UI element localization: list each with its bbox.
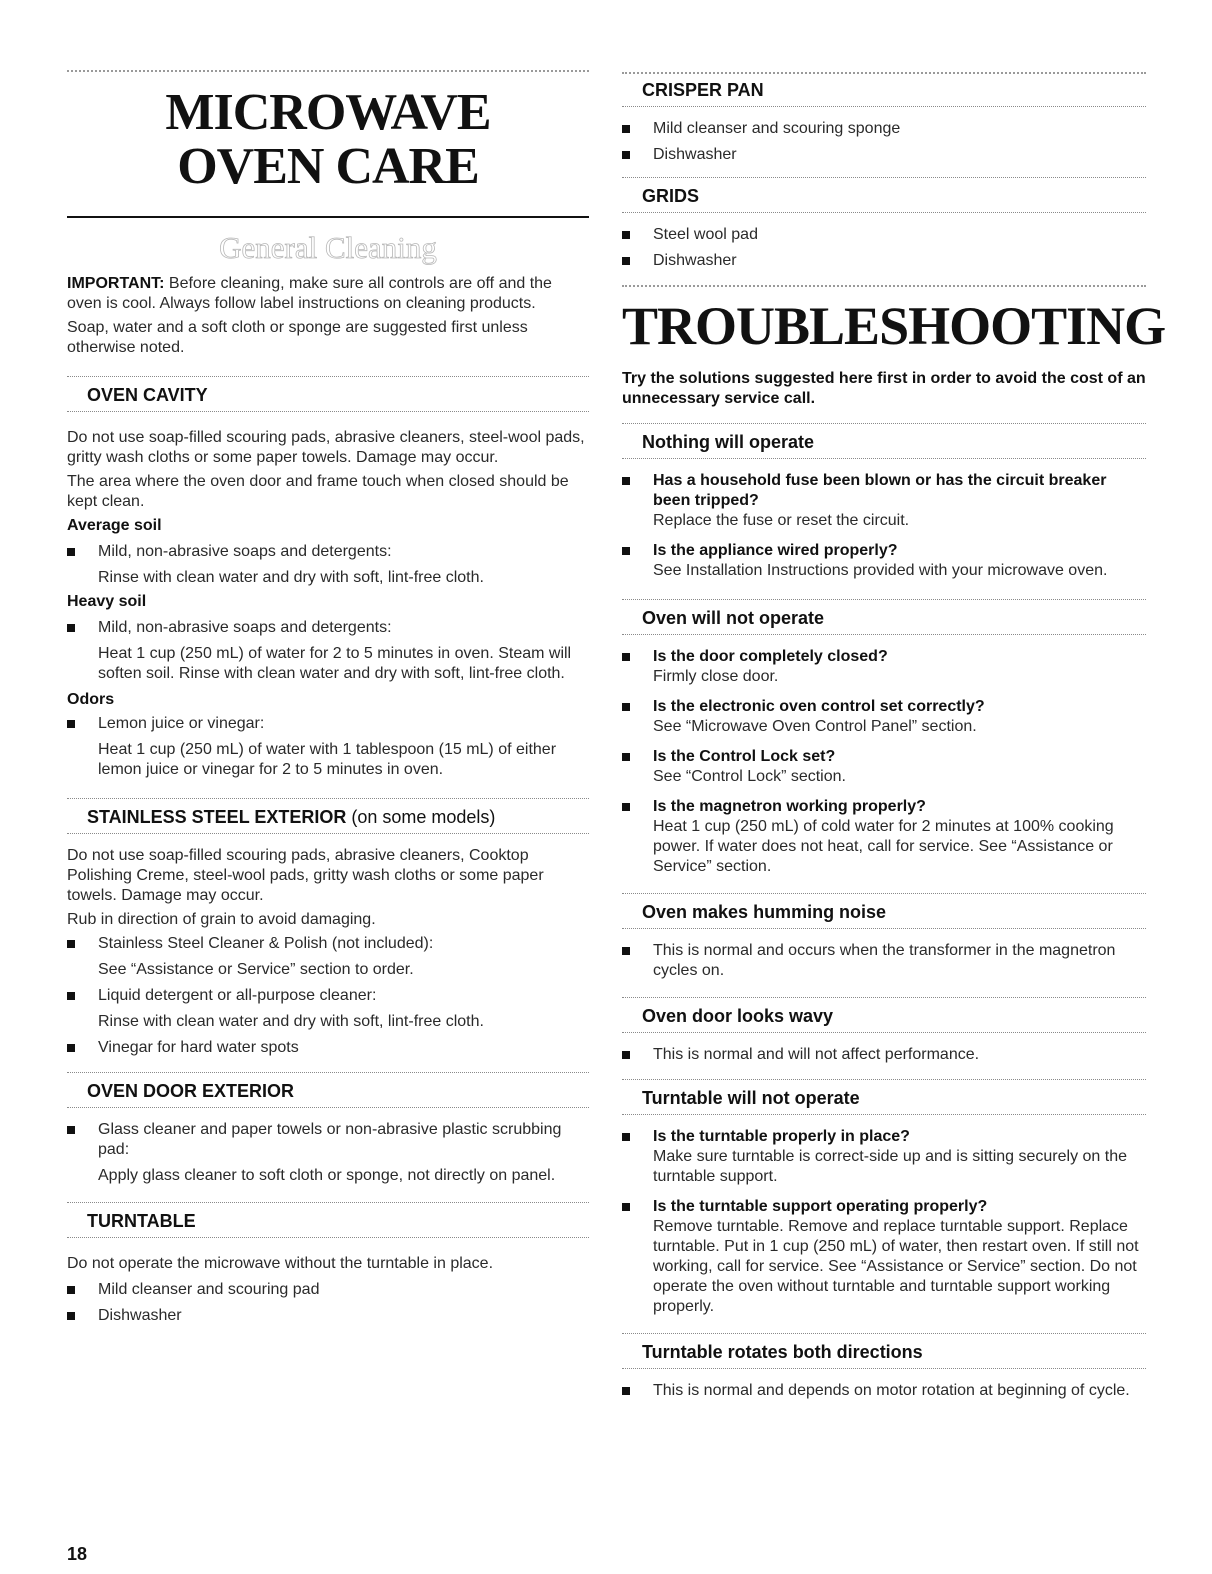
important-text: Before cleaning, make sure all controls are off and the oven is cool. Always follow label instructions on cleaning products. [67,275,552,312]
bullet-icon [622,151,630,159]
answer-text: Remove turntable. Remove and replace turntable support. Replace turntable. Put in 1 cup (250 mL) of water, then restart oven. If still not working, call for service. See “Assistance or Service” section. Do not operate the oven without turntable and turntable support working properly. [653,1218,1139,1315]
important-label: IMPORTANT: [67,275,165,292]
question-text: Is the appliance wired properly? [653,542,898,559]
stainless-p2: Rub in direction of grain to avoid damaging. [67,911,376,928]
bullet-icon [622,257,630,265]
list-item [622,251,1146,271]
list-item [67,542,589,562]
bullet-icon [622,1203,630,1211]
divider [67,376,589,377]
stainless-item2-note: Rinse with clean water and dry with soft, lint-free cloth. [98,1013,484,1030]
question-text: Is the magnetron working properly? [653,798,926,815]
answer-text: This is normal and depends on motor rotation at beginning of cycle. [653,1382,1130,1399]
divider [622,212,1146,213]
list-item-text: Lemon juice or vinegar: [98,715,265,732]
bullet-icon [622,477,630,485]
humming-noise-heading: Oven makes humming noise [642,902,887,922]
bullet-icon [622,703,630,711]
average-soil-heading: Average soil [67,517,162,534]
list-item-text: Dishwasher [653,252,737,269]
question-text: Is the electronic oven control set correctly? [653,698,985,715]
list-item-text: Steel wool pad [653,226,758,243]
bullet-icon [67,992,75,1000]
stainless-heading-text: STAINLESS STEEL EXTERIOR [87,807,347,827]
bullet-icon [67,940,75,948]
door-exterior-note: Apply glass cleaner to soft cloth or sponge, not directly on panel. [98,1167,556,1184]
list-item-text: Liquid detergent or all-purpose cleaner: [98,987,377,1004]
bullet-icon [622,803,630,811]
list-item-text: Mild cleanser and scouring sponge [653,120,901,137]
divider [622,997,1146,998]
oven-cavity-heading: OVEN CAVITY [87,385,208,405]
care-intro: Soap, water and a soft cloth or sponge are suggested first unless otherwise noted. [67,319,528,356]
door-wavy-heading: Oven door looks wavy [642,1006,834,1026]
divider [67,1202,589,1203]
odors-heading: Odors [67,691,115,708]
average-soil-note: Rinse with clean water and dry with soft, lint-free cloth. [98,569,484,586]
list-item [622,1197,1146,1317]
list-item-text: Mild cleanser and scouring pad [98,1281,320,1298]
divider [622,634,1146,635]
list-item [622,941,1146,981]
care-column [67,0,589,1326]
question-text: Is the Control Lock set? [653,748,836,765]
bullet-icon [622,1387,630,1395]
divider [67,1072,589,1073]
stainless-p1: Do not use soap-filled scouring pads, abrasive cleaners, Cooktop Polishing Creme, steel-wool pads, gritty wash cloths or some paper towels. Damage may occur. [67,847,544,904]
answer-text: See “Microwave Oven Control Panel” section. [653,718,977,735]
divider [67,1107,589,1108]
divider [622,893,1146,894]
list-item [67,1120,589,1160]
divider [622,72,1146,74]
divider [67,1237,589,1238]
door-exterior-heading: OVEN DOOR EXTERIOR [87,1081,295,1101]
bullet-icon [622,1133,630,1141]
title-rule [67,216,589,218]
answer-text: See “Control Lock” section. [653,768,846,785]
answer-text: Replace the fuse or reset the circuit. [653,512,910,529]
troubleshooting-title: TROUBLESHOOTING [622,296,1166,356]
list-item [67,714,589,734]
answer-text: This is normal and will not affect performance. [653,1046,980,1063]
list-item [622,797,1146,877]
divider [67,833,589,834]
odors-note: Heat 1 cup (250 mL) of water with 1 tablespoon (15 mL) of either lemon juice or vinegar for 2 to 5 minutes in oven. [98,741,557,778]
list-item-text: Stainless Steel Cleaner & Polish (not included): [98,935,434,952]
care-title-line1: MICROWAVE [165,84,491,141]
oven-cavity-p2: The area where the oven door and frame touch when closed should be kept clean. [67,473,569,510]
divider [622,285,1146,287]
rotates-both-heading: Turntable rotates both directions [642,1342,923,1362]
answer-text: This is normal and occurs when the transformer in the magnetron cycles on. [653,942,1116,979]
list-item [622,1045,1146,1065]
answer-text: See Installation Instructions provided with your microwave oven. [653,562,1108,579]
turntable-heading: TURNTABLE [87,1211,196,1231]
important-note [67,274,589,314]
list-item [622,1381,1146,1401]
list-item [622,697,1146,737]
stainless-item1-note: See “Assistance or Service” section to order. [98,961,414,978]
divider [67,411,589,412]
question-text: Has a household fuse been blown or has the circuit breaker been tripped? [653,472,1107,509]
bullet-icon [622,947,630,955]
answer-text: Make sure turntable is correct-side up and is sitting securely on the turntable support. [653,1148,1128,1185]
bullet-icon [67,1286,75,1294]
care-title [67,86,589,194]
oven-cavity-p1: Do not use soap-filled scouring pads, abrasive cleaners, steel-wool pads, gritty wash cloths or some paper towels. Damage may occur. [67,429,585,466]
bullet-icon [622,653,630,661]
bullet-icon [67,720,75,728]
list-item-text: Vinegar for hard water spots [98,1039,299,1056]
bullet-icon [622,125,630,133]
turntable-p1: Do not operate the microwave without the turntable in place. [67,1255,494,1272]
divider [622,928,1146,929]
question-text: Is the turntable properly in place? [653,1128,910,1145]
divider [622,1368,1146,1369]
divider [622,1032,1146,1033]
list-item [622,471,1146,531]
heavy-soil-note: Heat 1 cup (250 mL) of water for 2 to 5 minutes in oven. Steam will soften soil. Rinse with clean water and dry with soft, lint-free cloth. [98,645,572,682]
bullet-icon [622,1051,630,1059]
general-cleaning-heading: General Cleaning [219,230,437,265]
divider [622,458,1146,459]
divider [622,177,1146,178]
divider [622,599,1146,600]
divider [622,1079,1146,1080]
divider [622,423,1146,424]
question-text: Is the turntable support operating properly? [653,1198,988,1215]
care-title-line2: OVEN CARE [177,138,479,195]
troubleshooting-column [622,0,1166,1401]
answer-text: Firmly close door. [653,668,779,685]
troubleshooting-intro: Try the solutions suggested here first in order to avoid the cost of an unnecessary service call. [622,370,1146,407]
list-item [622,145,1146,165]
list-item [67,618,589,638]
bullet-icon [622,547,630,555]
bullet-icon [622,231,630,239]
divider [67,798,589,799]
list-item [67,986,589,1006]
bullet-icon [67,548,75,556]
bullet-icon [67,1044,75,1052]
bullet-icon [622,753,630,761]
stainless-heading [67,805,589,829]
crisper-heading: CRISPER PAN [642,80,764,100]
turntable-not-operate-heading: Turntable will not operate [642,1088,860,1108]
list-item-text: Mild, non-abrasive soaps and detergents: [98,619,392,636]
list-item-text: Dishwasher [98,1307,182,1324]
stainless-heading-suffix: (on some models) [346,807,496,827]
oven-not-operate-heading: Oven will not operate [642,608,825,628]
list-item [622,747,1146,787]
page-number: 18 [67,1544,88,1564]
bullet-icon [67,1126,75,1134]
list-item [622,1127,1146,1187]
list-item [67,1306,589,1326]
list-item-text: Mild, non-abrasive soaps and detergents: [98,543,392,560]
list-item [67,1038,589,1058]
divider [622,1333,1146,1334]
grids-heading: GRIDS [642,186,700,206]
list-item [622,541,1146,581]
bullet-icon [67,1312,75,1320]
list-item [622,225,1146,245]
question-text: Is the door completely closed? [653,648,888,665]
bullet-icon [67,624,75,632]
divider [622,1114,1146,1115]
list-item-text: Dishwasher [653,146,737,163]
list-item [67,1280,589,1300]
list-item [67,934,589,954]
list-item [622,119,1146,139]
heavy-soil-heading: Heavy soil [67,593,147,610]
list-item [622,647,1146,687]
divider [622,106,1146,107]
nothing-operate-heading: Nothing will operate [642,432,815,452]
divider [67,70,589,72]
answer-text: Heat 1 cup (250 mL) of cold water for 2 minutes at 100% cooking power. If water does not heat, call for service. See “Assistance or Service” section. [653,818,1114,875]
list-item-text: Glass cleaner and paper towels or non-abrasive plastic scrubbing pad: [98,1121,562,1158]
